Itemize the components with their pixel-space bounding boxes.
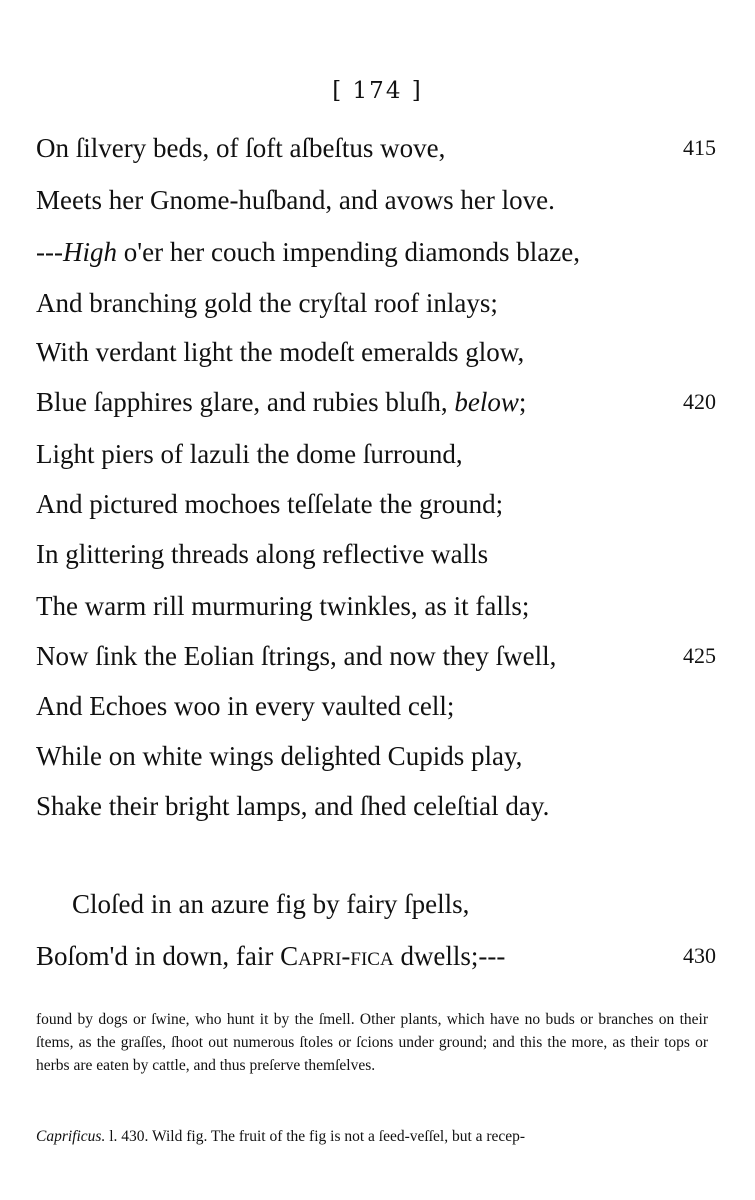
- verse-text: Boſom'd in down, fair: [36, 941, 281, 971]
- verse-line: [36, 332, 716, 372]
- verse-text: In glittering threads along reflective walls: [36, 539, 489, 569]
- line-number: 430: [683, 943, 716, 968]
- verse-text: And Echoes woo in every vaulted cell;: [36, 691, 455, 721]
- verse-line: [72, 884, 716, 924]
- verse-line: [36, 128, 716, 168]
- verse-text: Meets her Gnome-huſband, and avows her love.: [36, 185, 555, 215]
- verse-prefix: ---: [36, 237, 63, 267]
- verse-line: [36, 534, 716, 574]
- line-number: 425: [683, 643, 716, 668]
- verse-text: o'er her couch impending diamonds blaze,: [116, 237, 580, 267]
- verse-line: [36, 786, 716, 826]
- verse-line: [36, 484, 716, 524]
- verse-text: And pictured mochoes teſſelate the ground;: [36, 489, 504, 519]
- verse-line: [36, 232, 716, 272]
- verse-text: Light piers of lazuli the dome ſurround,: [36, 439, 463, 469]
- verse-line: [36, 936, 716, 976]
- verse-text: While on white wings delighted Cupids play,: [36, 741, 523, 771]
- verse-line: [36, 586, 716, 626]
- verse-line: [36, 636, 716, 676]
- verse-text: dwells;---: [393, 941, 506, 971]
- footnote-continued: found by dogs or ſwine, who hunt it by the ſmell. Other plants, which have no buds or branches on their ſtems, as the graſſes, ſhoot out numerous ſtoles or ſcions under ground; and this the more, as their tops or herbs are eaten by cattle, and thus preſerve themſelves.: [36, 1011, 708, 1074]
- verse-text: Cloſed in an azure fig by fairy ſpells,: [72, 889, 470, 919]
- verse-italic: below: [454, 387, 519, 417]
- verse-text: The warm rill murmuring twinkles, as it falls;: [36, 591, 530, 621]
- verse-line: [36, 736, 716, 776]
- page-number: [ 174 ]: [332, 78, 423, 104]
- line-number: 415: [683, 135, 716, 160]
- verse-line: [36, 180, 716, 220]
- footnote-text: l. 430. Wild fig. The fruit of the fig is not a ſeed-veſſel, but a recep-: [105, 1128, 526, 1145]
- footnote-term: Caprificus.: [36, 1128, 106, 1145]
- verse-line: [36, 283, 716, 323]
- verse-punct: ;: [518, 387, 527, 417]
- verse-text: On ſilvery beds, of ſoft aſbeſtus wove,: [36, 133, 446, 163]
- verse-line: [36, 382, 716, 422]
- verse-text: Now ſink the Eolian ſtrings, and now they ſwell,: [36, 641, 557, 671]
- verse-text: With verdant light the modeſt emeralds glow,: [36, 337, 525, 367]
- verse-smallcaps: Capri-fica: [280, 941, 394, 971]
- line-number: 420: [683, 389, 716, 414]
- verse-line: [36, 434, 716, 474]
- footnote-caprificus: [36, 1125, 708, 1148]
- verse-text: Shake their bright lamps, and ſhed celeſtial day.: [36, 791, 550, 821]
- verse-text: And branching gold the cryſtal roof inlays;: [36, 288, 498, 318]
- verse-italic: High: [62, 237, 117, 267]
- verse-line: [36, 686, 716, 726]
- verse-text: Blue ſapphires glare, and rubies bluſh,: [36, 387, 455, 417]
